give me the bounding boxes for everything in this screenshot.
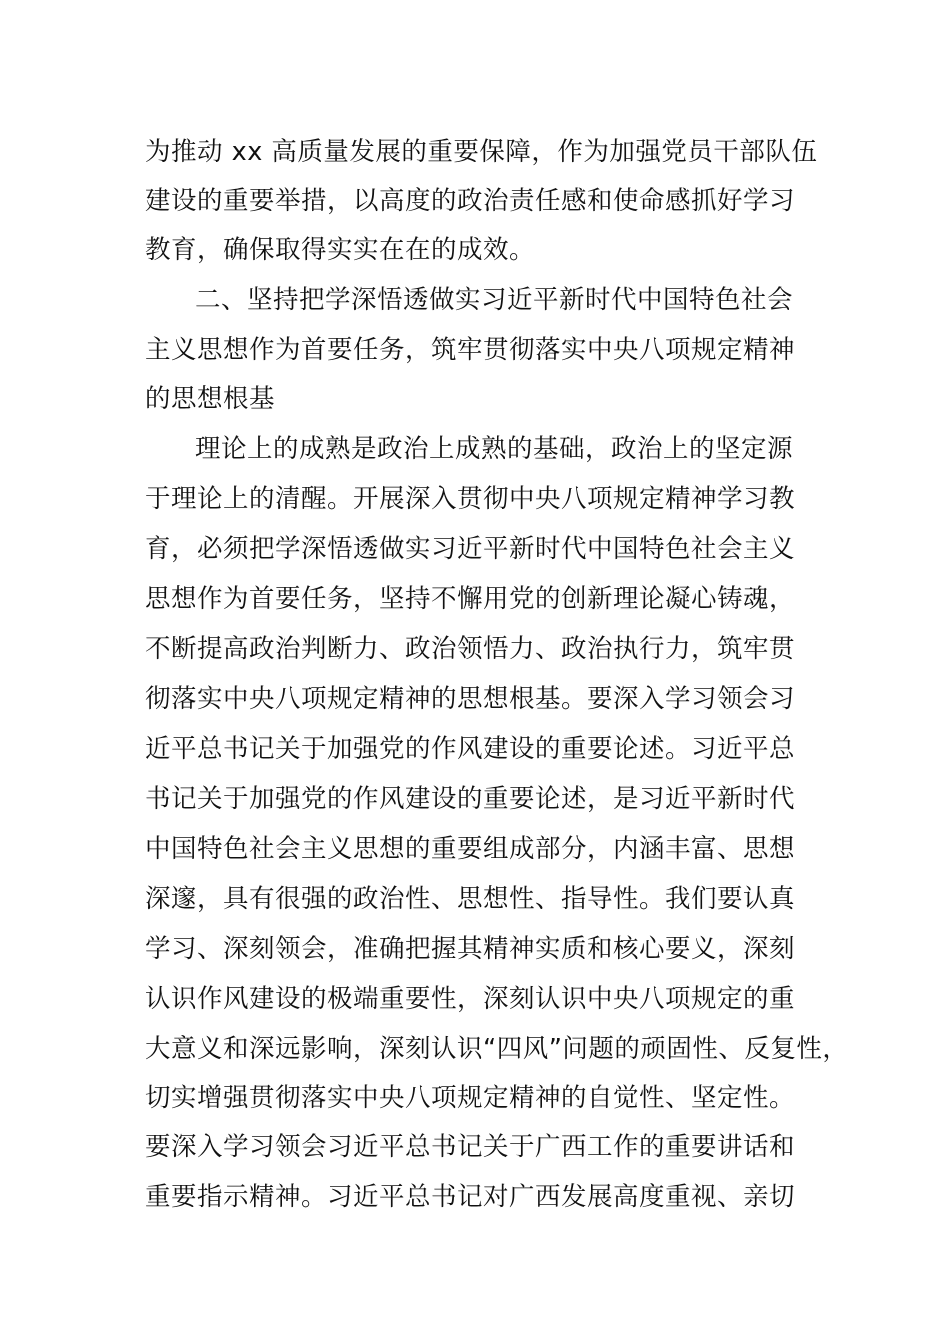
text-line-3: 教育，确保取得实实在在的成效。 [145, 235, 536, 265]
paragraph-line-3: 育，必须把学深悟透做实习近平新时代中国特色社会主义 [145, 534, 796, 564]
paragraph-line-5: 不断提高政治判断力、政治领悟力、政治执行力，筑牢贯 [145, 634, 796, 664]
paragraph-line-1: 理论上的成熟是政治上成熟的基础，政治上的坚定源 [195, 434, 794, 464]
section-heading-line-3: 的思想根基 [145, 384, 276, 414]
paragraph-line-6: 彻落实中央八项规定精神的思想根基。要深入学习领会习 [145, 684, 796, 714]
section-heading-line-2: 主义思想作为首要任务，筑牢贯彻落实中央八项规定精神 [145, 335, 796, 365]
paragraph-line-16: 重要指示精神。习近平总书记对广西发展高度重视、亲切 [145, 1182, 796, 1212]
text-line-2: 建设的重要举措，以高度的政治责任感和使命感抓好学习 [145, 186, 796, 216]
text-line-1: 为推动 xx 高质量发展的重要保障，作为加强党员干部队伍 [145, 137, 818, 167]
paragraph-line-7: 近平总书记关于加强党的作风建设的重要论述。习近平总 [145, 734, 796, 764]
paragraph-line-2: 于理论上的清醒。开展深入贯彻中央八项规定精神学习教 [145, 484, 796, 514]
paragraph-line-8: 书记关于加强党的作风建设的重要论述，是习近平新时代 [145, 784, 796, 814]
paragraph-line-13: 大意义和深远影响，深刻认识“四风”问题的顽固性、反复性， [145, 1034, 849, 1064]
paragraph-line-15: 要深入学习领会习近平总书记关于广西工作的重要讲话和 [145, 1132, 796, 1162]
paragraph-line-12: 认识作风建设的极端重要性，深刻认识中央八项规定的重 [145, 984, 796, 1014]
paragraph-line-14: 切实增强贯彻落实中央八项规定精神的自觉性、坚定性。 [145, 1083, 796, 1113]
paragraph-line-4: 思想作为首要任务，坚持不懈用党的创新理论凝心铸魂， [145, 584, 796, 614]
paragraph-line-10: 深邃，具有很强的政治性、思想性、指导性。我们要认真 [145, 884, 796, 914]
paragraph-line-11: 学习、深刻领会，准确把握其精神实质和核心要义，深刻 [145, 934, 796, 964]
section-heading-line-1: 二、坚持把学深悟透做实习近平新时代中国特色社会 [195, 285, 794, 315]
paragraph-line-9: 中国特色社会主义思想的重要组成部分，内涵丰富、思想 [145, 834, 796, 864]
